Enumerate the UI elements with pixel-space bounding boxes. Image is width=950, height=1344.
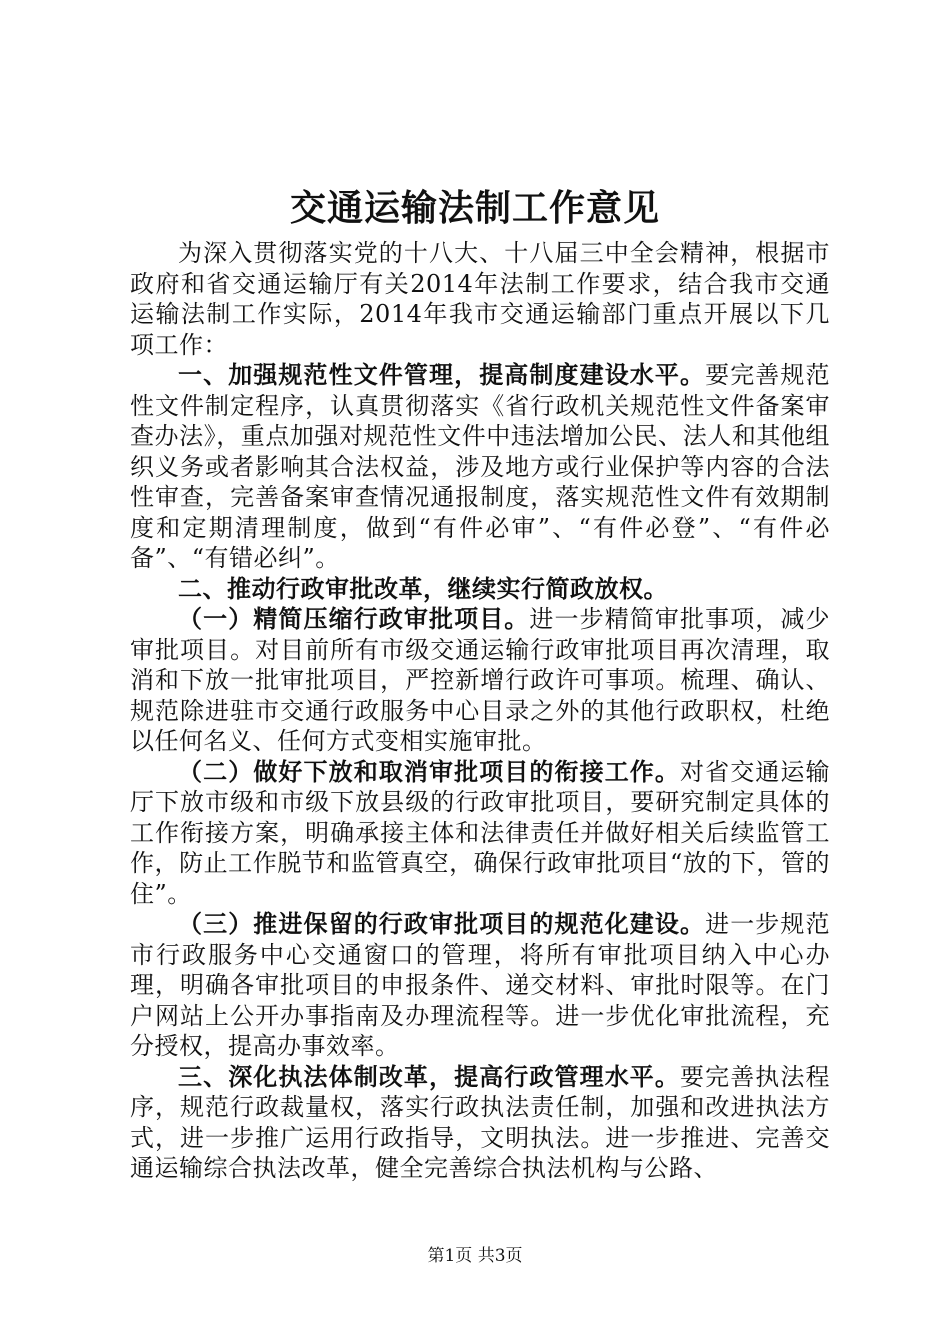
section-1-paragraph <box>130 360 830 574</box>
paragraph-text: 对省交通运输厅下放市级和市级下放县级的行政审批项目，要研究制定具体的工作衔接方案，明确承接主体和法律责任并做好相关后续监管工作，防止工作脱节和监管真空，确保行政审批项目“放的下，管的住”。 <box>130 757 830 908</box>
intro-paragraph <box>130 238 830 360</box>
page-footer: 第1页 共3页 <box>427 1246 523 1266</box>
subsection-2-paragraph <box>130 757 830 910</box>
paragraph-text: 进一步规范市行政服务中心交通窗口的管理，将所有审批项目纳入中心办理，明确各审批项目的申报条件、递交材料、审批时限等。在门户网站上公开办事指南及办理流程等。进一步优化审批流程，充分授权，提高办事效率。 <box>130 910 831 1060</box>
subsection-heading: （一）精简压缩行政审批项目。 <box>178 605 530 633</box>
paragraph-text: 要完善规范性文件制定程序，认真贯彻落实《省行政机关规范性文件备案审查办法》，重点加强对规范性文件中违法增加公民、法人和其他组织义务或者影响其合法权益，涉及地方或行业保护等内容的合法性审查，完善备案审查情况通报制度，落实规范性文件有效期制度和定期清理制度，做到“有件必审”、“有件必登”、“有件必备”、“有错必纠”。 <box>130 361 831 572</box>
section-heading: 一、加强规范性文件管理，提高制度建设水平。 <box>178 361 706 389</box>
paragraph-text: 要完善执法程序，规范行政裁量权，落实行政执法责任制，加强和改进执法方式，进一步推广运用行政指导，文明执法。进一步推进、完善交通运输综合执法改革，健全完善综合执法机构与公路、 <box>130 1062 830 1182</box>
subsection-3-paragraph <box>130 909 830 1062</box>
section-3-paragraph <box>130 1062 830 1184</box>
subsection-heading: （三）推进保留的行政审批项目的规范化建设。 <box>178 910 706 938</box>
section-heading: 三、深化执法体制改革，提高行政管理水平。 <box>178 1062 680 1091</box>
subsection-heading: （二）做好下放和取消审批项目的衔接工作。 <box>178 757 680 786</box>
paragraph-text: 进一步精简审批事项，减少审批项目。对目前所有市级交通运输行政审批项目再次清理，取消和下放一批审批项目，严控新增行政许可事项。梳理、确认、规范除进驻市交通行政服务中心目录之外的其他行政职权，杜绝以任何名义、任何方式变相实施审批。 <box>130 605 831 755</box>
document-title: 交通运输法制工作意见 <box>289 187 660 229</box>
document-body <box>130 238 830 1184</box>
subsection-1-paragraph <box>130 604 830 757</box>
paragraph-text: 为深入贯彻落实党的十八大、十八届三中全会精神，根据市政府和省交通运输厅有关2014年法制工作要求，结合我市交通运输法制工作实际，2014年我市交通运输部门重点开展以下几项工作： <box>130 239 830 359</box>
section-heading: 二、推动行政审批改革，继续实行简政放权。 <box>178 574 668 603</box>
section-2-paragraph <box>130 574 830 605</box>
